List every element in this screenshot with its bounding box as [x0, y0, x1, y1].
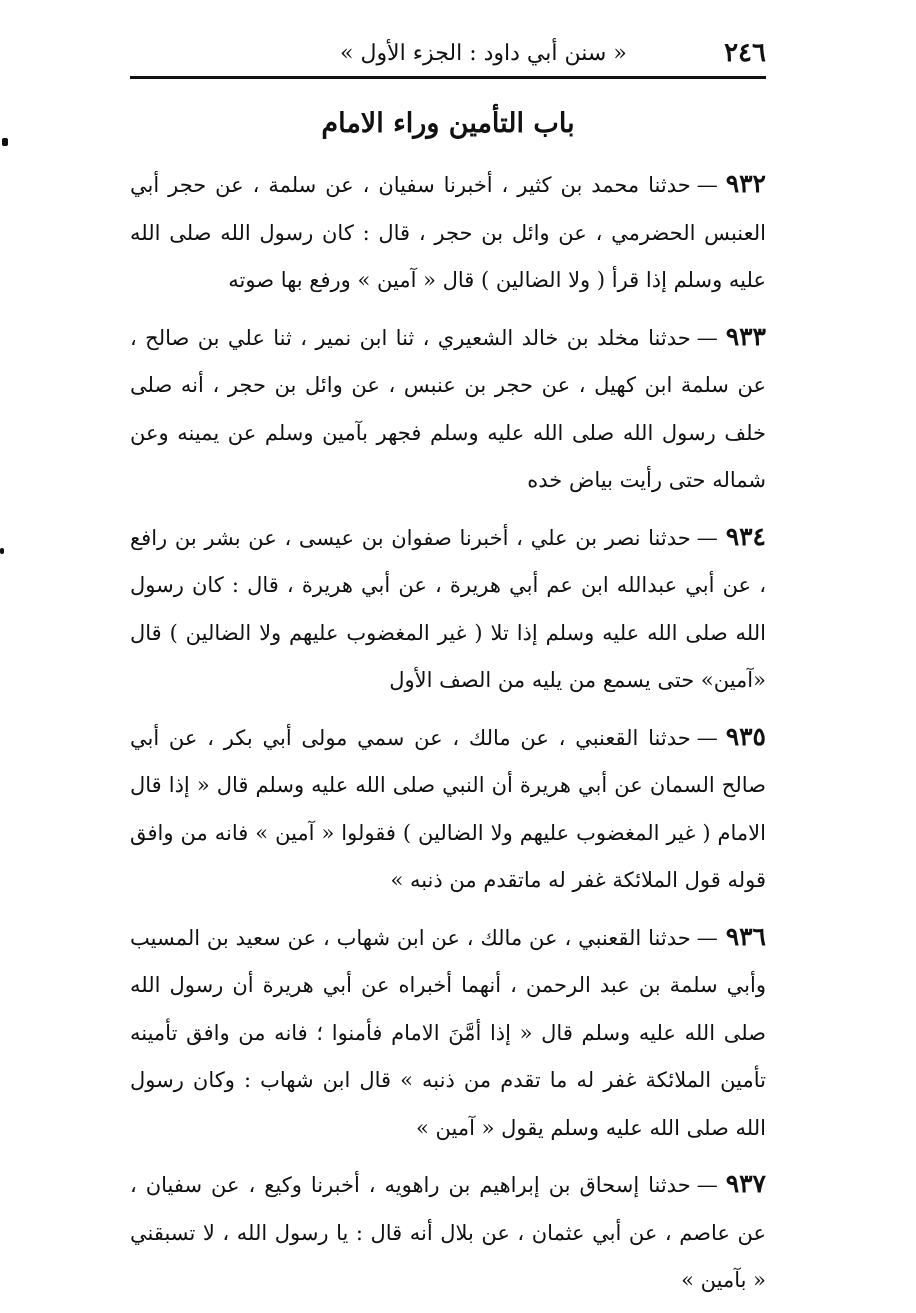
margin-ink-mark [2, 138, 8, 146]
hadith-list [130, 160, 766, 1313]
hadith-text: حدثنا محمد بن كثير ، أخبرنا سفيان ، عن سلمة ، عن حجر أبي العنبس الحضرمي ، عن وائل بن حجر ، قال : كان رسول الله صلى الله عليه وسلم إذا قرأ ( ولا الضالين ) قال « آمين » ورفع بها صوته [130, 173, 766, 292]
hadith-text: حدثنا إسحاق بن إبراهيم بن راهويه ، أخبرنا وكيع ، عن سفيان ، عن عاصم ، عن أبي عثمان ، عن بلال أنه قال : يا رسول الله ، لا تسبقني « بآمين » [130, 1173, 766, 1292]
hadith-number: ٩٣٧ [725, 1169, 766, 1198]
hadith-932 [130, 160, 766, 305]
hadith-935 [130, 713, 766, 905]
header-rule [130, 76, 766, 79]
hadith-934 [130, 513, 766, 705]
dash-separator: — [696, 525, 718, 550]
hadith-number: ٩٣٥ [725, 721, 766, 751]
page-header [130, 32, 766, 74]
chapter-title: باب التأمين وراء الامام [321, 108, 575, 139]
running-title: « سنن أبي داود : الجزء الأول » [340, 40, 627, 66]
hadith-number: ٩٣٦ [725, 921, 766, 951]
hadith-text: حدثنا مخلد بن خالد الشعيري ، ثنا ابن نمير ، ثنا علي بن صالح ، عن سلمة ابن كهيل ، عن حجر بن عنبس ، عن وائل بن حجر ، أنه صلى خلف رسول الله صلى الله عليه وسلم فجهر بآمين وسلم عن يمينه وعن شماله حتى رأيت بياض خده [130, 325, 766, 492]
dash-separator: — [696, 1173, 718, 1197]
hadith-text: حدثنا القعنبي ، عن مالك ، عن ابن شهاب ، عن سعيد بن المسيب وأبي سلمة بن عبد الرحمن ، أنهما أخبراه عن أبي هريرة أن رسول الله صلى الله عليه وسلم قال « إذا أمَّنَ الامام فأمنوا ؛ فانه من وافق تأمينه تأمين الملائكة غفر له ما تقدم من ذنبه » قال ابن شهاب : وكان رسول الله صلى الله عليه وسلم يقول « آمين » [130, 925, 766, 1140]
margin-ink-mark [0, 548, 4, 554]
hadith-937 [130, 1160, 766, 1305]
page-number: ٢٤٦ [724, 38, 766, 68]
dash-separator: — [696, 925, 718, 950]
dash-separator: — [696, 325, 718, 350]
hadith-936 [130, 913, 766, 1153]
hadith-number: ٩٣٤ [725, 521, 766, 551]
hadith-text: حدثنا نصر بن علي ، أخبرنا صفوان بن عيسى ، عن بشر بن رافع ، عن أبي عبدالله ابن عم أبي هريرة ، عن أبي هريرة ، قال : كان رسول الله صلى الله عليه وسلم إذا تلا ( غير المغضوب عليهم ولا الضالين ) قال «آمين» حتى يسمع من يليه من الصف الأول [130, 525, 766, 692]
hadith-number: ٩٣٢ [725, 169, 766, 198]
hadith-number: ٩٣٣ [725, 321, 766, 351]
hadith-text: حدثنا القعنبي ، عن مالك ، عن سمي مولى أبي بكر ، عن أبي صالح السمان عن أبي هريرة أن النبي صلى الله عليه وسلم قال « إذا قال الامام ( غير المغضوب عليهم ولا الضالين ) فقولوا « آمين » فانه من وافق قوله قول الملائكة غفر له ماتقدم من ذنبه » [130, 725, 766, 892]
hadith-933 [130, 313, 766, 505]
dash-separator: — [696, 173, 718, 197]
dash-separator: — [696, 725, 718, 750]
